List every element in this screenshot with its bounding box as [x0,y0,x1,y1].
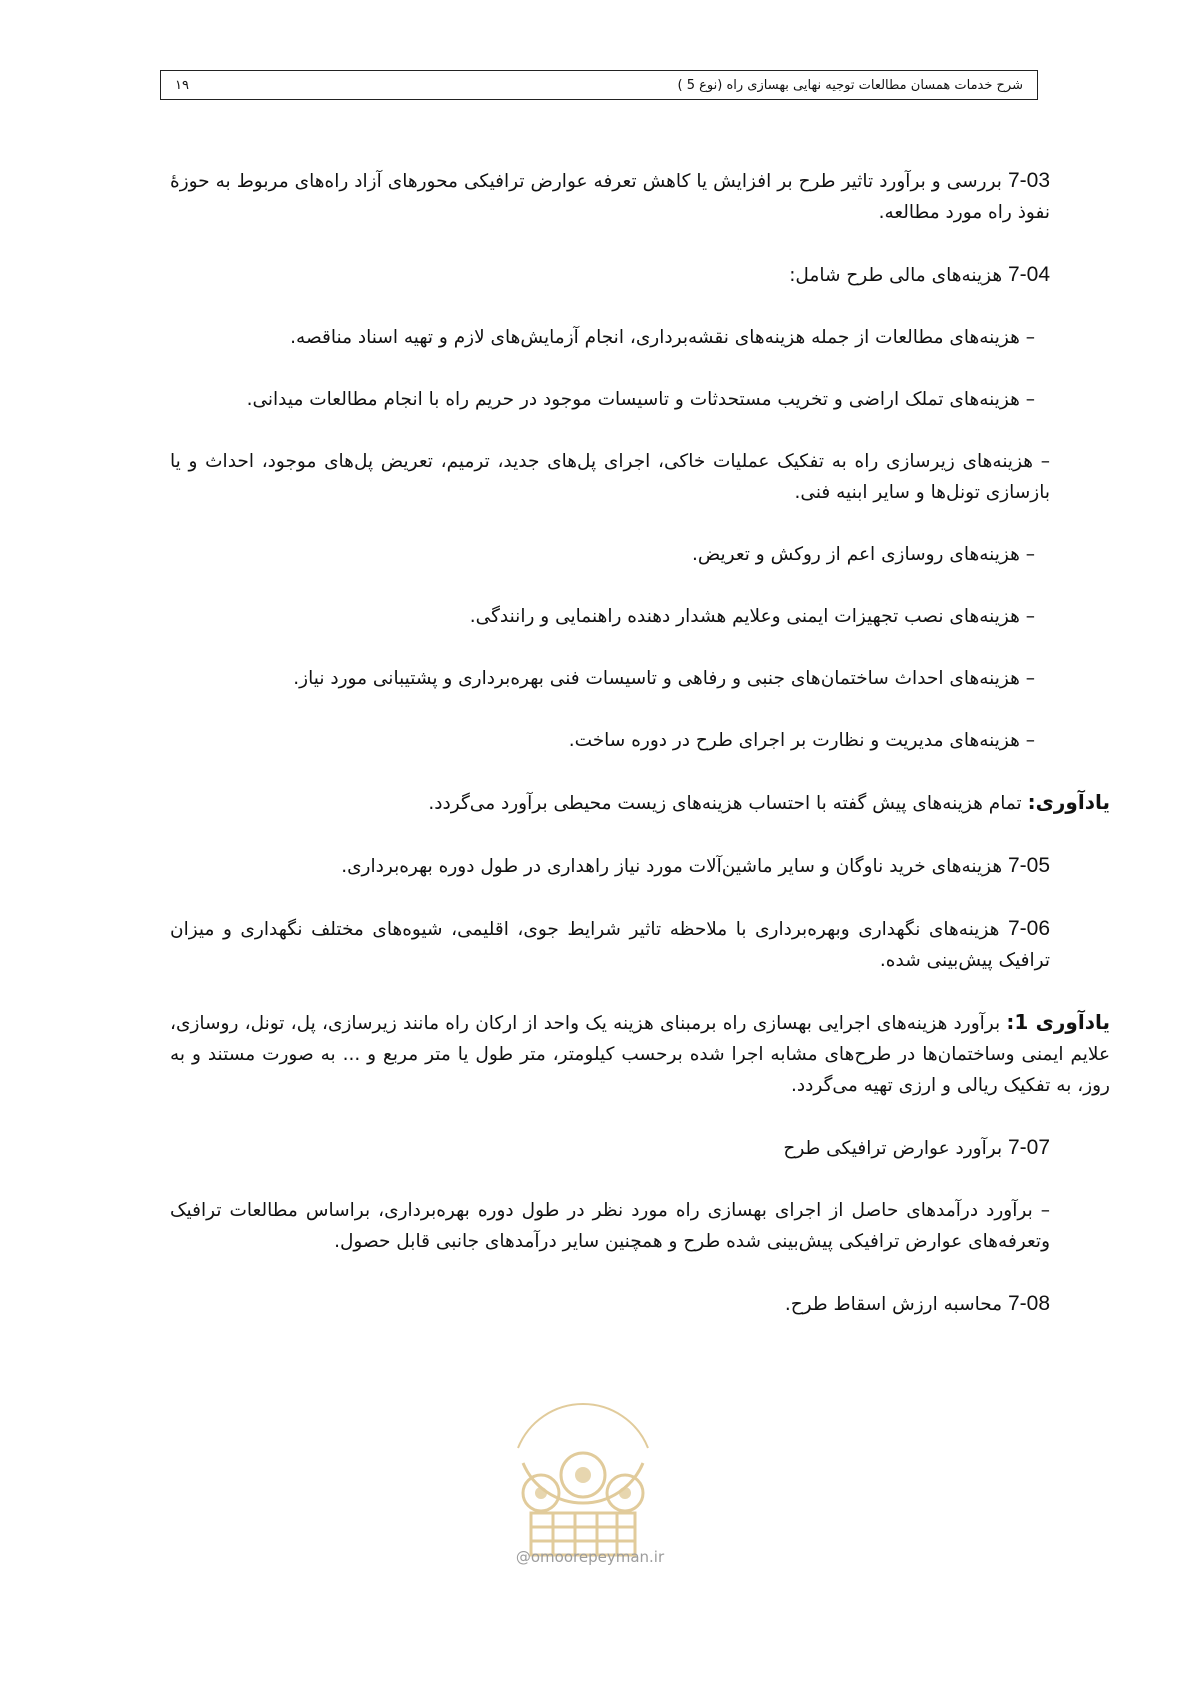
paragraph-text: هزینه‌های خرید ناوگان و سایر ماشین‌آلات مورد نیاز راهداری در طول دوره بهره‌برداری. [341,856,1008,877]
section-number: 7-06 [1007,917,1050,940]
bullet-item [170,384,1050,415]
header-title: شرح خدمات همسان مطالعات توجیه نهایی بهسازی راه (نوع 5 ) [677,77,1023,93]
bullet-item [170,725,1050,756]
bullet-item [170,539,1050,570]
bullet-item [170,663,1050,694]
bullet-text: – هزینه‌های مطالعات از جمله هزینه‌های نقشه‌برداری، انجام آزمایش‌های لازم و تهیه اسناد مناقصه. [290,327,1035,348]
page-header [160,70,1038,100]
section-number: 7-04 [1007,263,1050,286]
section-number: 7-05 [1007,854,1050,877]
bullet-text: – هزینه‌های زیرسازی راه به تفکیک عملیات خاکی، اجرای پل‌های جدید، ترمیم، تعریض پل‌های موجود، احداث و یا بازسازی تونل‌ها و سایر ابنیه فنی. [170,451,1050,503]
paragraph-text: هزینه‌های مالی طرح شامل: [789,265,1008,286]
bullet-text: – هزینه‌های احداث ساختمان‌های جنبی و رفاهی و تاسیسات فنی بهره‌برداری و پشتیبانی مورد نیاز. [293,668,1035,689]
document-body [170,165,1110,1351]
paragraph-7-08 [170,1288,1050,1320]
paragraph-7-03 [170,165,1050,228]
section-number: 7-07 [1007,1136,1050,1159]
bullet-item [170,1195,1050,1257]
bullet-text: – هزینه‌های روسازی اعم از روکش و تعریض. [691,544,1035,565]
paragraph-7-06 [170,913,1050,976]
watermark-url: @omoorepeyman.ir [515,1548,665,1566]
bullet-item [170,446,1050,508]
paragraph-text: محاسبه ارزش اسقاط طرح. [784,1294,1008,1315]
watermark-logo [493,1343,673,1573]
paragraph-7-04 [170,259,1050,291]
paragraph-text: برآورد عوارض ترافیکی طرح [783,1138,1008,1159]
bullet-text: – برآورد درآمدهای حاصل از اجرای بهسازی راه مورد نظر در طول دوره بهره‌برداری، براساس مطالعات ترافیک وتعرفه‌های عوارض ترافیکی پیش‌بینی شده طرح و همچنین سایر درآمدهای جانبی قابل حصول. [170,1200,1050,1252]
paragraph-text: هزینه‌های نگهداری وبهره‌برداری با ملاحظه تاثیر شرایط جوی، اقلیمی، شیوه‌های مختلف نگهداری و میزان ترافیک پیش‌بینی شده. [170,919,1050,971]
paragraph-7-05 [170,850,1050,882]
page-number: ۱۹ [175,77,189,93]
note-text: تمام هزینه‌های پیش گفته با احتساب هزینه‌های زیست محیطی برآورد می‌گردد. [428,793,1028,814]
note-label: یادآوری 1: [1006,1010,1110,1034]
paragraph-text: بررسی و برآورد تاثیر طرح بر افزایش یا کاهش تعرفه عوارض ترافیکی محورهای آزاد راه‌های مربوط به حوزهٔ نفوذ راه مورد مطالعه. [170,171,1050,223]
section-number: 7-08 [1007,1292,1050,1315]
bullet-text: – هزینه‌های مدیریت و نظارت بر اجرای طرح در دوره ساخت. [568,730,1035,751]
bullet-text: – هزینه‌های نصب تجهیزات ایمنی وعلایم هشدار دهنده راهنمایی و رانندگی. [469,606,1035,627]
section-number: 7-03 [1007,169,1050,192]
note-paragraph [170,787,1110,819]
note-paragraph [170,1007,1110,1101]
bullet-text: – هزینه‌های تملک اراضی و تخریب مستحدثات و تاسیسات موجود در حریم راه با انجام مطالعات میدانی. [246,389,1035,410]
paragraph-7-07 [170,1132,1050,1164]
note-text: برآورد هزینه‌های اجرایی بهسازی راه برمبنای هزینه یک واحد از ارکان راه مانند زیرسازی، پل، تونل، روسازی، علایم ایمنی وساختمان‌ها در طرح‌های مشابه اجرا شده برحسب کیلومتر، متر طول یا متر مربع و ... به صورت مستند و به روز، به تفکیک ریالی و ارزی تهیه می‌گردد. [170,1013,1110,1096]
note-label: یادآوری: [1027,790,1110,814]
bullet-item [170,601,1050,632]
bullet-item [170,322,1050,353]
